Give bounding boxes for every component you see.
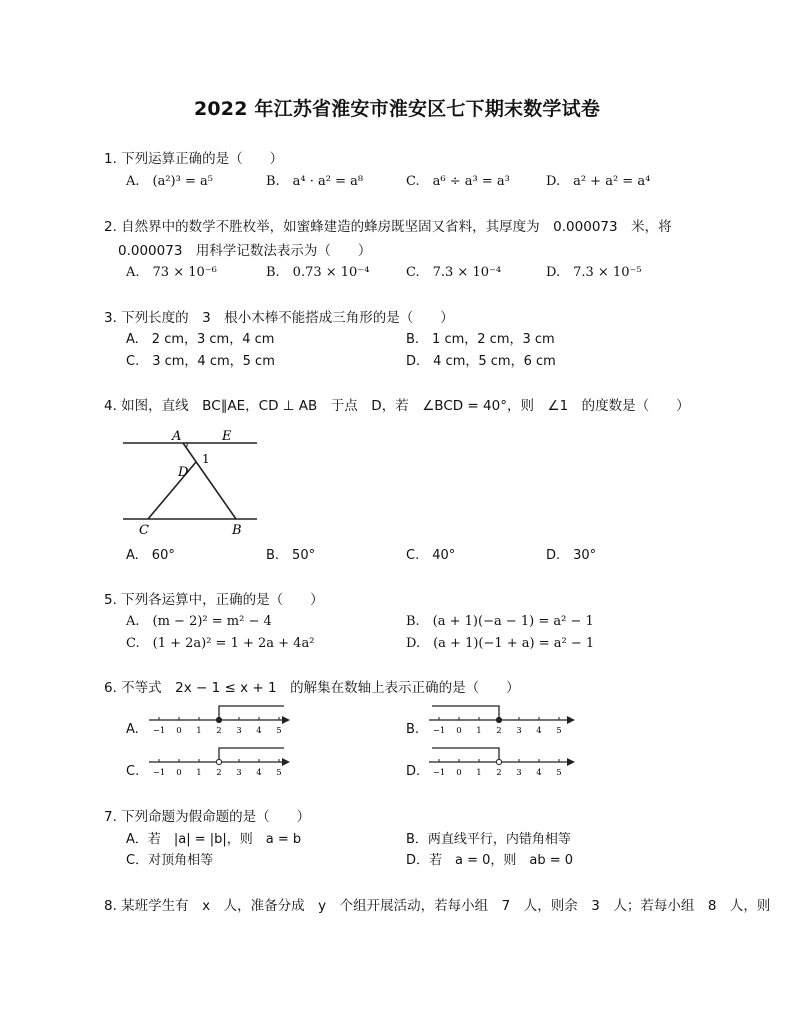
q5-option-b: B. (a + 1)(−a − 1) = a² − 1 [406,614,594,629]
tick-label: 4 [536,726,542,736]
tick-label: 5 [276,726,282,736]
q3-option-a: A. 2 cm，3 cm，4 cm [126,332,275,347]
tick-label: 1 [476,768,482,778]
tick-label: 5 [276,768,282,778]
question-5-stem: 5. 下列各运算中，正确的是（ ） [104,592,324,608]
q4-option-b: B. 50° [266,548,316,563]
question-7-stem: 7. 下列命题为假命题的是（ ） [104,809,311,825]
q6-option-a-label: A. [126,722,139,737]
question-3-stem: 3. 下列长度的 3 根小木棒不能搭成三角形的是（ ） [104,310,454,326]
tick-label: −1 [432,726,446,736]
q5-option-a: A. (m − 2)² = m² − 4 [126,614,272,629]
question-2-stem-line1: 2. 自然界中的数学不胜枚举，如蜜蜂建造的蜂房既坚固又省料，其厚度为 0.000073 米，将 [104,219,672,235]
question-2-stem-line2: 0.000073 用科学记数法表示为（ ） [118,243,372,259]
tick-label: 3 [516,726,522,736]
point-b-label: B [232,523,242,538]
q4-option-d: D. 30° [546,548,597,563]
q6-number-line-a [147,702,292,742]
q4-option-a: A. 60° [126,548,175,563]
q5-option-d: D. (a + 1)(−1 + a) = a² − 1 [406,636,595,651]
angle-1-label: 1 [202,452,210,466]
hollow-point [496,759,501,764]
solid-point [216,717,221,722]
tick-label: 3 [236,726,242,736]
tick-label: 3 [516,768,522,778]
tick-label: 1 [476,726,482,736]
geometry-figure [115,424,265,540]
q6-option-b-label: B. [406,722,420,737]
point-e-label: E [222,429,232,444]
segment-cd [148,462,196,519]
solution-ray [219,748,284,762]
q5-option-c: C. (1 + 2a)² = 1 + 2a + 4a² [126,636,315,651]
q6-option-d-label: D. [406,764,421,779]
solution-ray [432,706,499,720]
tick-label: −1 [152,768,166,778]
q1-option-b: B. a⁴ · a² = a⁸ [266,174,364,189]
solid-point [496,717,501,722]
tick-label: 2 [216,726,222,736]
axis-arrow [567,758,575,766]
tick-label: 2 [216,768,222,778]
solution-ray [219,706,284,720]
point-d-label: D [178,465,189,480]
axis-arrow [282,716,290,724]
q1-option-c: C. a⁶ ÷ a³ = a³ [406,174,510,189]
tick-label: 0 [456,768,462,778]
q7-option-b: B．两直线平行，内错角相等 [406,832,571,847]
axis-arrow [282,758,290,766]
q3-option-d: D. 4 cm，5 cm，6 cm [406,354,556,369]
q7-option-c: C．对顶角相等 [126,853,214,868]
question-4-stem: 4. 如图，直线 BC∥AE，CD ⊥ AB 于点 D，若 ∠BCD = 40°，则 ∠1 的度数是（ ） [104,398,690,414]
tick-label: 4 [536,768,542,778]
page-title: 2022 年江苏省淮安市淮安区七下期末数学试卷 [193,98,601,120]
tick-label: 2 [496,726,502,736]
q4-option-c: C. 40° [406,548,456,563]
point-c-label: C [139,523,149,538]
q3-option-b: B. 1 cm，2 cm，3 cm [406,332,555,347]
tick-label: 0 [176,768,182,778]
q6-number-line-c [147,744,292,784]
tick-label: 0 [456,726,462,736]
tick-label: 5 [556,768,562,778]
q2-option-c: C. 7.3 × 10⁻⁴ [406,265,502,280]
q6-option-c-label: C. [126,764,140,779]
question-8-stem: 8. 某班学生有 x 人，准备分成 y 个组开展活动，若每小组 7 人，则余 3 人；若每小组 8 人，则 [104,898,771,914]
tick-label: 1 [196,726,202,736]
q1-option-a: A. (a²)³ = a⁵ [126,174,213,189]
solution-ray [432,748,499,762]
q2-option-a: A. 73 × 10⁻⁶ [126,265,217,280]
q7-option-a: A．若 |a| = |b|，则 a = b [126,832,302,847]
tick-label: 0 [176,726,182,736]
question-6-stem: 6. 不等式 2x − 1 ≤ x + 1 的解集在数轴上表示正确的是（ ） [104,680,520,696]
question-1-stem: 1. 下列运算正确的是（ ） [104,151,284,167]
tick-label: −1 [152,726,166,736]
q7-option-d: D．若 a = 0，则 ab = 0 [406,853,574,868]
tick-label: 1 [196,768,202,778]
q6-number-line-b [427,702,577,742]
axis-arrow [567,716,575,724]
tick-label: −1 [432,768,446,778]
q2-option-d: D. 7.3 × 10⁻⁵ [546,265,642,280]
tick-label: 4 [256,768,262,778]
q2-option-b: B. 0.73 × 10⁻⁴ [266,265,370,280]
q6-number-line-d [427,744,577,784]
tick-label: 4 [256,726,262,736]
hollow-point [216,759,221,764]
tick-label: 5 [556,726,562,736]
point-a-label: A [172,429,182,444]
tick-label: 3 [236,768,242,778]
q3-option-c: C. 3 cm，4 cm，5 cm [126,354,275,369]
tick-label: 2 [496,768,502,778]
q1-option-d: D. a² + a² = a⁴ [546,174,651,189]
